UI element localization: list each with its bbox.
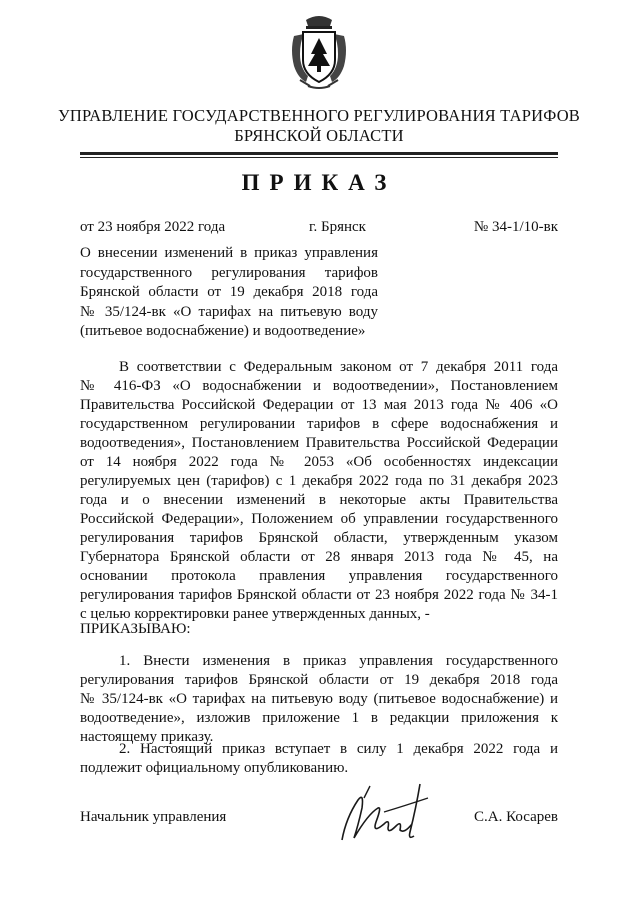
- text-line: регулирования тарифов Брянской области от 19 декабря 2018 года: [80, 672, 558, 688]
- subject-line: О внесении изменений в приказ управления: [80, 245, 378, 261]
- subject-line: государственного регулирования тарифов: [80, 264, 378, 281]
- text-line: № 416-ФЗ «О водоснабжении и водоотведении», Постановлением: [80, 378, 558, 394]
- text-line: Правительства Российской Федерации от 13 мая 2013 года № 406 «О: [80, 397, 558, 413]
- order-item-1: [80, 652, 558, 747]
- text-line: В соответствии с Федеральным законом от 7 декабря 2011 года: [119, 359, 558, 375]
- text-line: водоотведение», изложив приложение 1 в редакции приложения к: [80, 710, 558, 726]
- text-line: основании протокола правления управления государственного: [80, 568, 558, 584]
- signatory-name: С.А. Косарев: [474, 809, 558, 825]
- text-line: регулирования тарифов Брянской области, утвержденным указом: [80, 530, 558, 546]
- text-line: № 35/124-вк «О тарифах на питьевую воду (питьевое водоснабжение) и: [80, 691, 558, 707]
- subject-line: Брянской области от 19 декабря 2018 года: [80, 284, 378, 300]
- header-divider-thin: [80, 157, 558, 158]
- document-number: № 34-1/10-вк: [473, 219, 558, 235]
- text-line: Губернатора Брянской области от 28 января 2013 года № 45, на: [80, 549, 558, 565]
- preamble-paragraph: [80, 358, 558, 624]
- subject-line: № 35/124-вк «О тарифах на питьевую воду: [80, 303, 378, 320]
- org-name-line2: БРЯНСКОЙ ОБЛАСТИ: [234, 126, 404, 145]
- document-city: г. Брянск: [309, 219, 366, 235]
- document-date: от 23 ноября 2022 года: [80, 219, 226, 235]
- text-line: регулируемых цен (тарифов) с 1 декабря 2022 года по 31 декабря 2023: [80, 473, 558, 489]
- text-line: Российской Федерации», Положением об управлении государственного: [80, 511, 558, 527]
- text-line: с целью корректировки ранее утвержденных данных, -: [80, 606, 430, 622]
- signature-icon: [324, 778, 454, 848]
- text-line: водоотведения», Постановлением Правительства Российской Федерации: [80, 435, 558, 451]
- header-divider-thick: [80, 152, 558, 155]
- text-line: 2. Настоящий приказ вступает в силу 1 декабря 2022 года и: [119, 741, 558, 757]
- text-line: 1. Внести изменения в приказ управления государственного: [119, 653, 558, 669]
- document-title: ПРИКАЗ: [241, 170, 397, 195]
- org-name-line1: УПРАВЛЕНИЕ ГОСУДАРСТВЕННОГО РЕГУЛИРОВАНИЯ ТАРИФОВ: [57, 106, 581, 125]
- order-word: ПРИКАЗЫВАЮ:: [80, 621, 191, 637]
- text-line: государственном регулировании тарифов в сфере водоснабжения и: [80, 416, 558, 432]
- text-line: года и о внесении изменений в некоторые акты Правительства: [80, 492, 558, 508]
- text-line: настоящему приказу.: [80, 729, 214, 745]
- coat-of-arms-icon: [286, 10, 352, 92]
- text-line: от 14 ноября 2022 года № 2053 «Об особенностях индексации: [80, 454, 558, 470]
- order-item-2: [80, 740, 558, 778]
- text-line: подлежит официальному опубликованию.: [80, 760, 349, 776]
- signatory-position: Начальник управления: [80, 809, 227, 825]
- document-subject: [80, 244, 378, 342]
- subject-line: (питьевое водоснабжение) и водоотведение»: [80, 323, 366, 339]
- text-line: регулирования тарифов Брянской области от 23 ноября 2022 года № 34-1: [80, 587, 558, 603]
